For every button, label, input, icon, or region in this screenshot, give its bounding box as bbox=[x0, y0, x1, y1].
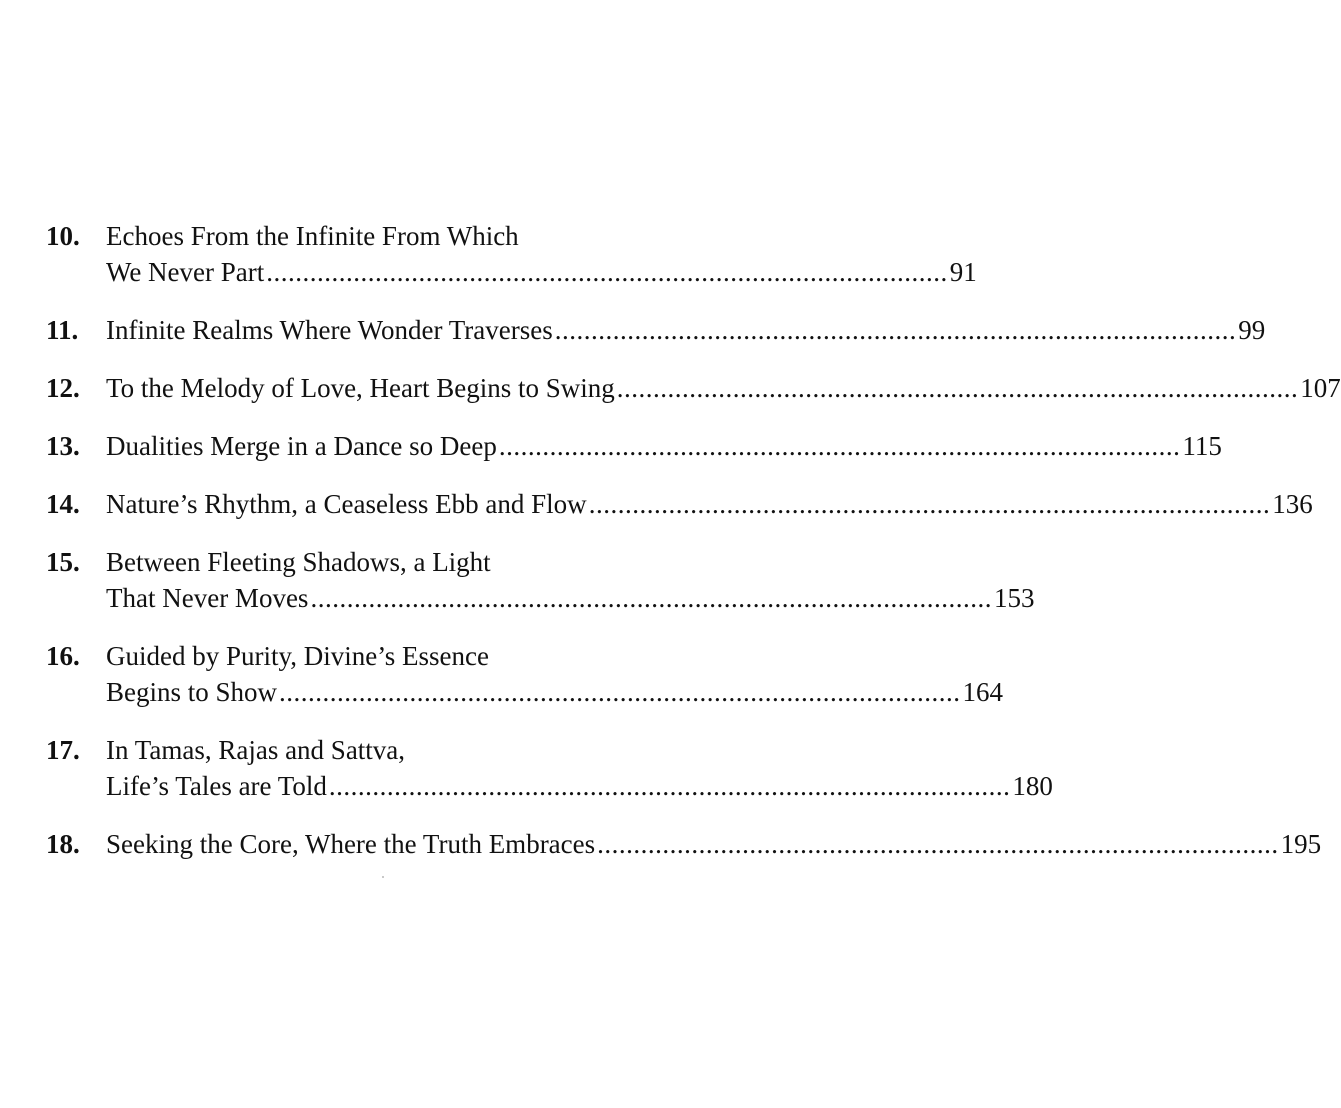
chapter-title-line: Begins to Show bbox=[106, 677, 278, 707]
page-number: 195 bbox=[1280, 829, 1322, 859]
chapter-title-line: Infinite Realms Where Wonder Traverses bbox=[106, 315, 553, 345]
dot-leader: .............................................................................................. bbox=[616, 373, 1299, 403]
chapter-number: 16. bbox=[46, 641, 80, 671]
chapter-title-line: Guided by Purity, Divine’s Essence bbox=[106, 641, 489, 671]
page-number: 107 bbox=[1300, 373, 1341, 403]
page-number: 91 bbox=[949, 257, 977, 287]
stray-dot-mark bbox=[382, 876, 384, 878]
chapter-title-line: Between Fleeting Shadows, a Light bbox=[106, 547, 491, 577]
dot-leader: .............................................................................................. bbox=[554, 315, 1237, 345]
chapter-title-line: That Never Moves bbox=[106, 583, 309, 613]
chapter-title-line: We Never Part bbox=[106, 257, 265, 287]
page-number: 164 bbox=[962, 677, 1004, 707]
chapter-title-line: Nature’s Rhythm, a Ceaseless Ebb and Flow bbox=[106, 489, 587, 519]
chapter-title-line: Dualities Merge in a Dance so Deep bbox=[106, 431, 497, 461]
page-number: 180 bbox=[1012, 771, 1053, 801]
page-number: 136 bbox=[1272, 489, 1313, 519]
chapter-title-line: In Tamas, Rajas and Sattva, bbox=[106, 735, 406, 765]
chapter-number: 12. bbox=[46, 373, 80, 403]
chapter-title-line: To the Melody of Love, Heart Begins to Swing bbox=[106, 373, 615, 403]
chapter-number: 17. bbox=[46, 735, 80, 765]
dot-leader: .............................................................................................. bbox=[310, 583, 992, 613]
dot-leader: .............................................................................................. bbox=[597, 829, 1279, 859]
chapter-number: 18. bbox=[46, 829, 80, 859]
chapter-number: 14. bbox=[46, 489, 80, 519]
dot-leader: .............................................................................................. bbox=[279, 677, 961, 707]
dot-leader: .............................................................................................. bbox=[266, 257, 948, 287]
chapter-number: 10. bbox=[46, 221, 80, 251]
dot-leader: .............................................................................................. bbox=[588, 489, 1271, 519]
chapter-title-line: Life’s Tales are Told bbox=[106, 771, 327, 801]
page-number: 153 bbox=[993, 583, 1035, 613]
chapter-number: 11. bbox=[46, 315, 79, 345]
dot-leader: .............................................................................................. bbox=[328, 771, 1011, 801]
page-number: 99 bbox=[1238, 315, 1266, 345]
dot-leader: .............................................................................................. bbox=[498, 431, 1181, 461]
chapter-title-line: Seeking the Core, Where the Truth Embraces bbox=[106, 829, 596, 859]
chapter-title-line: Echoes From the Infinite From Which bbox=[106, 221, 519, 251]
chapter-number: 13. bbox=[46, 431, 80, 461]
chapter-number: 15. bbox=[46, 547, 80, 577]
page-number: 115 bbox=[1182, 431, 1222, 461]
